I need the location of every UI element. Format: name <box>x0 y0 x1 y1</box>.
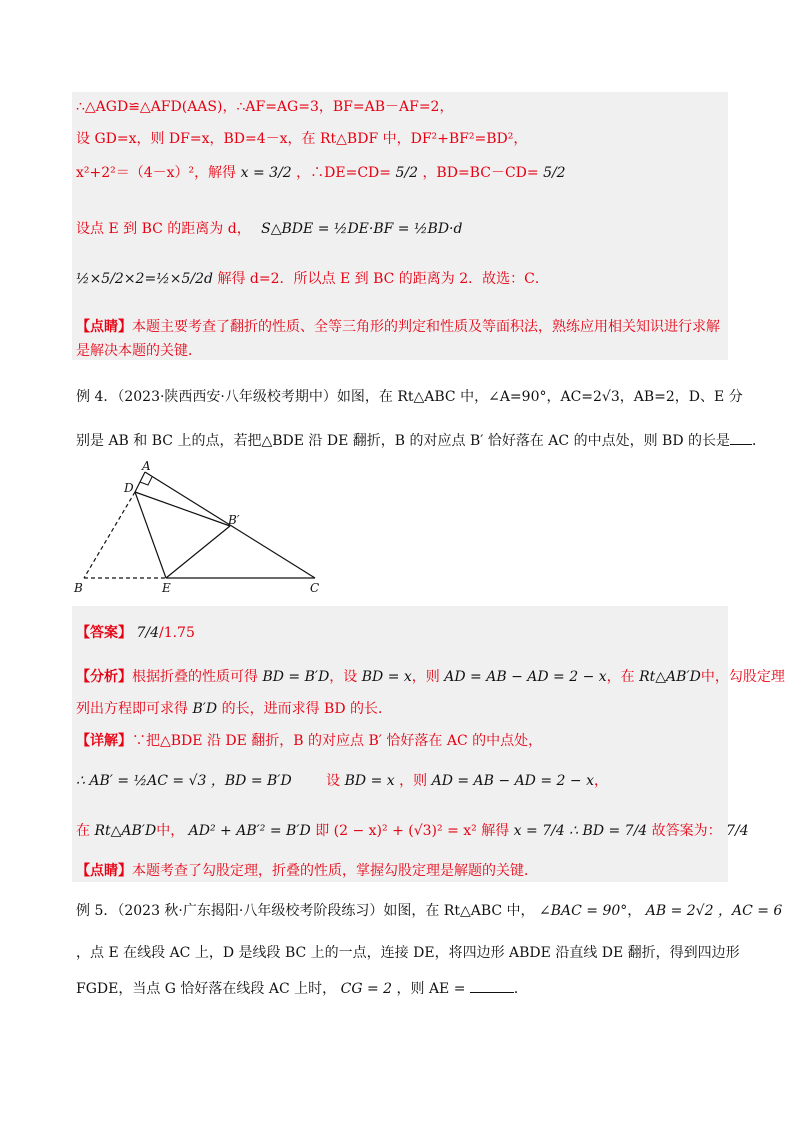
edge-db-dashed <box>84 492 135 578</box>
text: 故答案为： <box>651 823 722 839</box>
text: 解得 d=2．所以点 E 到 BC 的距离为 2．故选：C． <box>217 271 549 287</box>
answer-tag: 【答案】 <box>76 625 132 641</box>
text: 本题考查了勾股定理，折叠的性质，掌握勾股定理是解题的关键． <box>132 863 538 879</box>
solution-line-4 <box>76 220 462 238</box>
comment-line-2: 是解决本题的关键． <box>76 343 202 359</box>
solution-line-5 <box>76 270 549 288</box>
text: 中，勾股定理 <box>700 669 785 685</box>
formula: B′D <box>192 701 218 717</box>
formula: CG = 2 <box>340 981 393 997</box>
formula: BD = x <box>361 669 412 685</box>
formula: Rt△AB′D <box>639 669 701 685</box>
text: ，设 <box>329 669 358 685</box>
solution-line-2: 设 GD=x，则 DF=x，BD=4－x，在 Rt△BDF 中，DF²+BF²=BD²， <box>76 131 528 147</box>
edge-eb-prime <box>166 526 230 578</box>
text: 中， <box>156 823 185 839</box>
formula: ½×5/2×2=½×5/2d <box>76 271 213 287</box>
formula: 7/4 <box>726 823 749 839</box>
comment-tag: 【点睛】 <box>76 319 132 335</box>
label-b: B <box>74 581 83 595</box>
text: ． <box>513 981 528 997</box>
analysis-line-2 <box>76 700 392 718</box>
answer-decimal: /1.75 <box>158 625 195 641</box>
analysis-line-1 <box>76 668 785 686</box>
formula: 5/2 <box>395 165 418 181</box>
example4-line-2 <box>76 432 766 450</box>
example5-line-1 <box>76 902 782 920</box>
comment-tag: 【点睛】 <box>76 863 132 879</box>
label-b-prime: B′ <box>228 513 240 527</box>
edge-de <box>135 492 166 578</box>
comment4-line <box>76 862 538 880</box>
text: ． <box>752 433 766 449</box>
formula: Rt△AB′D <box>94 823 157 839</box>
text: ∵把△BDE 沿 DE 翻折，B 的对应点 B′ 恰好落在 AC 的中点处， <box>132 733 543 749</box>
formula: ∴ AB′ = ½AC = √3 <box>76 773 207 789</box>
analysis-tag: 【分析】 <box>76 669 132 685</box>
label-a: A <box>142 460 151 473</box>
text: ， <box>593 773 608 789</box>
formula: 5/2 <box>543 165 566 181</box>
formula: ，AC = 6 <box>717 903 783 919</box>
text: 设 <box>326 773 341 789</box>
formula: ∠BAC = 90° <box>539 903 628 919</box>
edge-db-prime <box>135 492 230 526</box>
text: 在 <box>76 823 90 839</box>
text: x²+2²＝（4－x）²，解得 <box>76 165 237 181</box>
formula: AD² + AB′² = B′D <box>188 823 311 839</box>
text: 解得 <box>481 823 510 839</box>
example5-line-3 <box>76 980 528 998</box>
example5-line-2: ，点 E 在线段 AC 上，D 是线段 BC 上的一点，连接 DE，将四边形 ABDE 沿直线 DE 翻折，得到四边形 <box>76 945 740 961</box>
formula: AB = 2√2 <box>645 903 714 919</box>
solution-line-1: ∴△AGD≌△AFD(AAS)，∴AF=AG=3，BF=AB－AF=2， <box>76 99 454 115</box>
text: ，BD=BC－CD= <box>422 165 539 181</box>
example4-line-1: 例 4．（2023·陕西西安·八年级校考期中）如图，在 Rt△ABC 中，∠A=90°，AC=2√3，AB=2，D、E 分 <box>76 389 743 405</box>
label-c: C <box>310 581 320 595</box>
text: ，则 <box>399 773 428 789</box>
formula: AD = AB − AD = 2 − x <box>431 773 594 789</box>
label-d: D <box>124 481 134 495</box>
triangle-figure <box>70 460 330 600</box>
text: 列出方程即可求得 <box>76 701 188 717</box>
formula: x = 3/2 <box>240 165 292 181</box>
text: 本题主要考查了翻折的性质、全等三角形的判定和性质及等面积法，熟练应用相关知识进行求解 <box>132 319 720 335</box>
text: 根据折叠的性质可得 <box>132 669 258 685</box>
formula: BD = x <box>344 773 395 789</box>
text: 即 (2 − x)² + (√3)² = x² <box>315 823 477 839</box>
detail-line-1 <box>76 732 542 750</box>
detail-tag: 【详解】 <box>76 733 132 749</box>
detail-line-3 <box>76 822 749 840</box>
answer-fraction: 7/4 <box>136 625 159 641</box>
formula: AD = AB − AD = 2 − x <box>444 669 607 685</box>
label-e: E <box>162 581 171 595</box>
answer-blank[interactable] <box>730 444 752 445</box>
formula: S△BDE = ½DE·BF = ½BD·d <box>261 221 463 237</box>
formula: BD = B′D <box>262 669 330 685</box>
formula: x = 7/4 ∴ BD = 7/4 <box>513 823 648 839</box>
text: ，∴DE=CD= <box>296 165 391 181</box>
text: 的长，进而求得 BD 的长． <box>221 701 393 717</box>
detail-line-2 <box>76 772 608 790</box>
text: ，则 AE = <box>396 981 466 997</box>
text: ，在 <box>606 669 635 685</box>
text: 设点 E 到 BC 的距离为 d， <box>76 221 251 237</box>
text: FGDE，当点 G 恰好落在线段 AC 上时， <box>76 981 337 997</box>
text: 例 5．（2023 秋·广东揭阳·八年级校考阶段练习）如图，在 Rt△ABC 中， <box>76 903 535 919</box>
text: ，则 <box>411 669 440 685</box>
text: ， <box>627 903 642 919</box>
answer-blank[interactable] <box>470 992 514 993</box>
solution-line-3 <box>76 164 566 182</box>
formula: ，BD = B′D <box>210 773 292 789</box>
comment-line-1 <box>76 318 720 336</box>
text: 别是 AB 和 BC 上的点，若把△BDE 沿 DE 翻折，B 的对应点 B′ 恰好落在 AC 的中点处，则 BD 的长是 <box>76 433 730 449</box>
answer-line <box>76 624 195 642</box>
